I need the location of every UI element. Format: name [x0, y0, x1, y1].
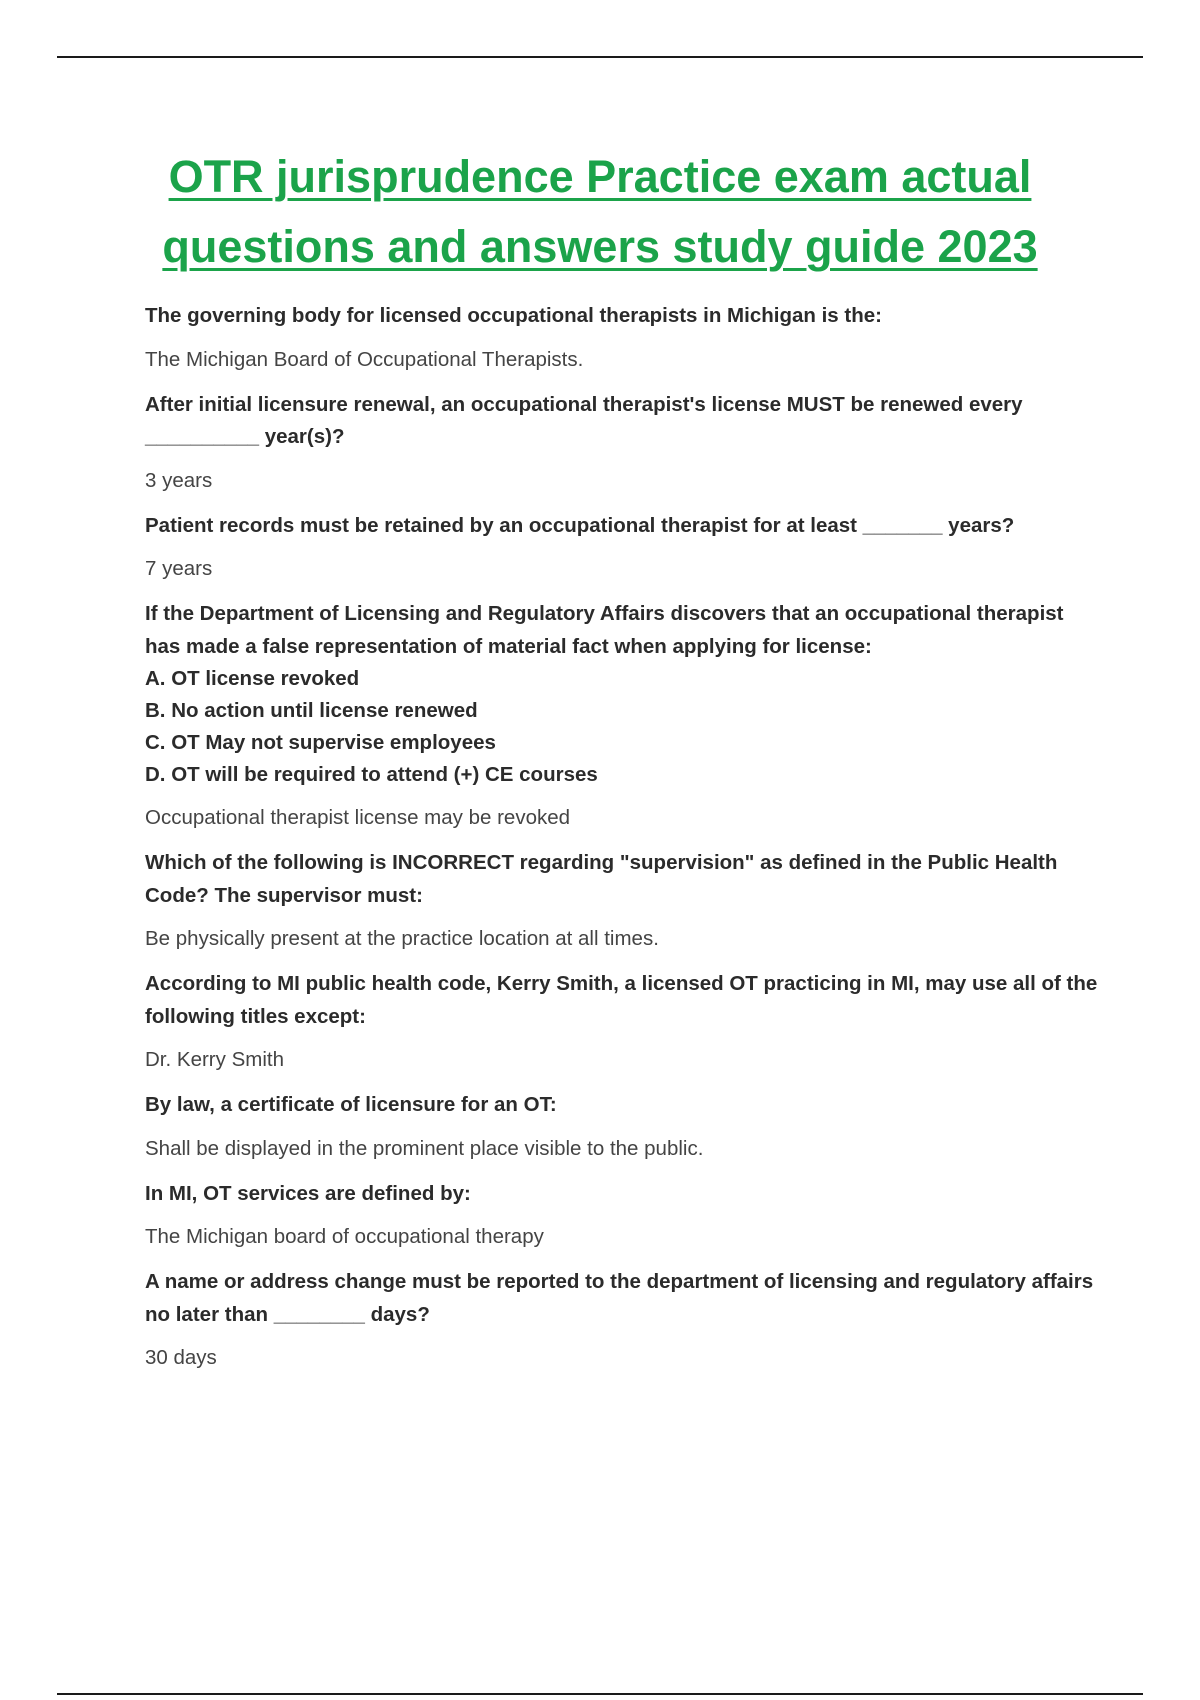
question-3: Patient records must be retained by an occupational therapist for at least _______ years?	[145, 513, 1015, 537]
question-5: Which of the following is INCORRECT regarding "supervision" as defined in the Public Health Code? The supervisor must:	[145, 851, 1058, 907]
bottom-divider	[57, 1693, 1143, 1695]
option-a: A. OT license revoked	[145, 667, 360, 690]
option-c: C. OT May not supervise employees	[145, 731, 496, 754]
question-6: According to MI public health code, Kerry Smith, a licensed OT practicing in MI, may use all of the following titles except:	[145, 972, 1098, 1028]
answer-7: Shall be displayed in the prominent place visible to the public.	[145, 1136, 704, 1160]
option-d: D. OT will be required to attend (+) CE courses	[145, 763, 598, 786]
top-divider	[57, 56, 1143, 58]
answer-5: Be physically present at the practice location at all times.	[145, 927, 659, 950]
option-b: B. No action until license renewed	[145, 699, 478, 722]
answer-9: 30 days	[145, 1346, 217, 1369]
document-title	[100, 142, 1100, 282]
answer-8: The Michigan board of occupational therapy	[145, 1225, 544, 1248]
title-line-1: OTR jurisprudence Practice exam actual	[168, 151, 1032, 202]
question-1: The governing body for licensed occupational therapists in Michigan is the:	[145, 304, 882, 327]
question-4-options	[145, 663, 1100, 791]
question-7: By law, a certificate of licensure for an OT:	[145, 1093, 557, 1116]
answer-1: The Michigan Board of Occupational Therapists.	[145, 347, 584, 371]
answer-4: Occupational therapist license may be revoked	[145, 806, 571, 829]
question-4: If the Department of Licensing and Regulatory Affairs discovers that an occupational therapist has made a false representation of material fact when applying for license:	[145, 602, 1064, 658]
title-line-2: questions and answers study guide 2023	[162, 221, 1038, 272]
question-2: After initial licensure renewal, an occupational therapist's license MUST be renewed every __________ year(s)?	[145, 392, 1023, 448]
answer-6: Dr. Kerry Smith	[145, 1048, 284, 1071]
answer-2: 3 years	[145, 468, 213, 492]
question-8: In MI, OT services are defined by:	[145, 1181, 471, 1205]
answer-3: 7 years	[145, 557, 213, 580]
question-9: A name or address change must be reported to the department of licensing and regulatory affairs no later than ________ days?	[145, 1270, 1094, 1326]
qa-list	[145, 300, 1100, 1387]
